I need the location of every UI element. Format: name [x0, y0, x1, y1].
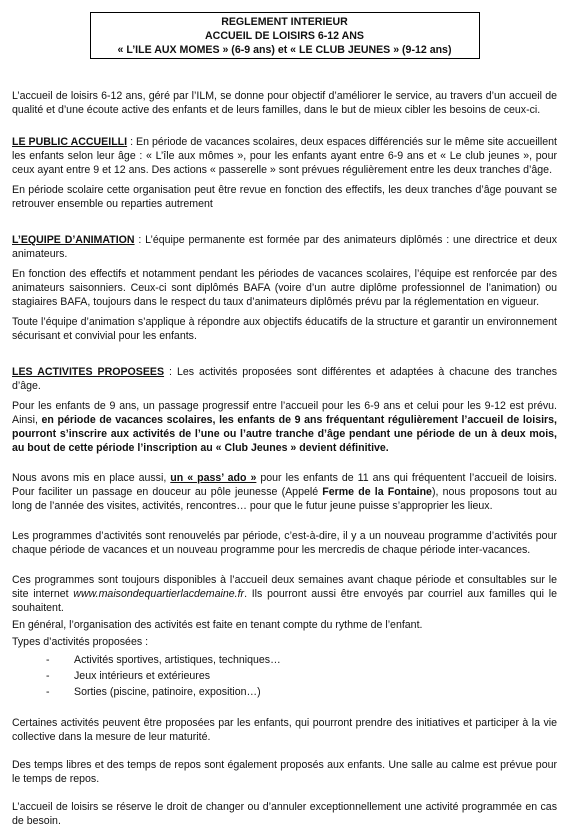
public-heading: LE PUBLIC ACCUEILLI: [12, 136, 128, 148]
list-item: - Activités sportives, artistiques, techniques…: [60, 652, 557, 668]
activites-paragraph-1: [12, 365, 557, 393]
title-line-2: ACCUEIL DE LOISIRS 6-12 ANS: [205, 30, 364, 42]
list-item: - Jeux intérieurs et extérieures: [60, 668, 557, 684]
passado-paragraph: [12, 471, 557, 513]
title-line-3: « L’ILE AUX MOMES » (6-9 ans) et « LE CLUB JEUNES » (9-12 ans): [117, 44, 452, 56]
equipe-text-1: : L’équipe permanente est formée par des animateurs diplômés : une directrice et deux animateurs.: [12, 234, 558, 260]
disponibles-paragraph: [12, 573, 557, 615]
disponibles-text-a: Ces programmes sont toujours disponibles à l’accueil deux semaines avant chaque période et consultables sur le site internet: [12, 574, 557, 600]
reserve-paragraph: L’accueil de loisirs se réserve le droit de changer ou d’annuler exceptionnellement une activité programmée en cas de besoin.: [12, 801, 557, 827]
activites-heading: LES ACTIVITES PROPOSEES: [12, 366, 165, 378]
activites-paragraph-2: [12, 399, 557, 455]
rythme-paragraph: En général, l’organisation des activités est faite en tenant compte du rythme de l’enfant.: [12, 619, 423, 631]
equipe-paragraph-2: En fonction des effectifs et notamment pendant les périodes de vacances scolaires, l’équipe est renforcée par des animateurs saisonniers. Ceux-ci sont diplômés BAFA (voire d’un autre diplôme professionnel de l’animation) ou stagiaires BAFA, toujours dans le respect du taux d’animateurs diplômés prévu par la réglementation en vigueur.: [12, 268, 557, 308]
types-label: Types d’activités proposées :: [12, 636, 149, 648]
passado-label: un « pass’ ado »: [170, 472, 257, 484]
programmes-paragraph: Les programmes d’activités sont renouvelés par période, c’est-à-dire, il y a un nouveau programme d’activités pour chaque période de vacances et un nouveau programme pour les mercredis de chaque période inter-vacances.: [12, 530, 557, 556]
document-page: [12, 12, 557, 828]
equipe-paragraph-3: Toute l’équipe d’animation s’applique à répondre aux objectifs éducatifs de la structure et garantir un environnement sécurisant et convivial pour les enfants.: [12, 316, 557, 342]
list-item: - Sorties (piscine, patinoire, exposition…): [60, 684, 557, 700]
public-paragraph-1: [12, 135, 557, 177]
passado-text-a: Nous avons mis en place aussi,: [12, 472, 171, 484]
ferme-name: Ferme de la Fontaine: [322, 486, 432, 498]
website-link[interactable]: www.maisondequartierlacdemaine.fr: [73, 588, 245, 600]
activites-text-2b: en période de vacances scolaires, les enfants de 9 ans fréquentant régulièrement l’accueil de loisirs, pourront s’inscrire aux activités de l’une ou l’autre tranche d’âge pendant une période de un à deux mois, au bout de cette période l’inscription au « Club Jeunes » devient définitive.: [12, 414, 557, 454]
repos-paragraph: Des temps libres et des temps de repos sont également proposés aux enfants. Une salle au calme est prévue pour le temps de repos.: [12, 759, 557, 785]
initiatives-paragraph: Certaines activités peuvent être proposées par les enfants, qui pourront prendre des initiatives et participer à la vie collective dans la mesure de leur maturité.: [12, 717, 557, 743]
title-line-1: REGLEMENT INTERIEUR: [221, 16, 348, 28]
intro-paragraph: L’accueil de loisirs 6-12 ans, géré par l’ILM, se donne pour objectif d’améliorer le service, au travers d’un accueil de qualité et d’une écoute active des enfants et de leurs familles, dans le but de mieux cibler les besoins de ceux-ci.: [12, 90, 557, 116]
types-list: [12, 652, 557, 700]
activites-text-1: : Les activités proposées sont différentes et adaptées à chacune des tranches d’âge.: [12, 366, 558, 392]
public-paragraph-2: En période scolaire cette organisation peut être revue en fonction des effectifs, les deux tranches d’âge pouvant se retrouver ensemble ou reparties autrement: [12, 184, 557, 210]
disponibles-text-c: . Ils pourront aussi être envoyés par courriel aux familles qui le souhaitent.: [12, 588, 557, 614]
title-box: [90, 12, 480, 59]
passado-text-e: ), nous proposons tout au long de l’année des visites, activités, rencontres… pour que le futur jeune puisse s’approprier les lieux.: [12, 486, 557, 512]
equipe-paragraph-1: [12, 233, 557, 261]
equipe-heading: L’EQUIPE D’ANIMATION: [12, 234, 135, 246]
public-text-1: : En période de vacances scolaires, deux espaces différenciés sur le même site accueillent les enfants selon leur âge : « L’île aux mômes », pour les enfants ayant entre 6-9 ans et « Le club jeunes », pour ceux ayant entre 9 et 12 ans. Des actions « passerelle » sont prévues régulièrement entre les deux tranches d’âge.: [12, 136, 557, 176]
passado-text-c: pour les enfants de 11 ans qui fréquentent l’accueil de loisirs. Pour faciliter un passage en douceur au pôle jeunesse (Appelé: [12, 472, 557, 498]
activites-text-2a: Pour les enfants de 9 ans, un passage progressif entre l’accueil pour les 6-9 ans et celui pour les 9-12 est prévu. Ainsi,: [12, 400, 557, 426]
